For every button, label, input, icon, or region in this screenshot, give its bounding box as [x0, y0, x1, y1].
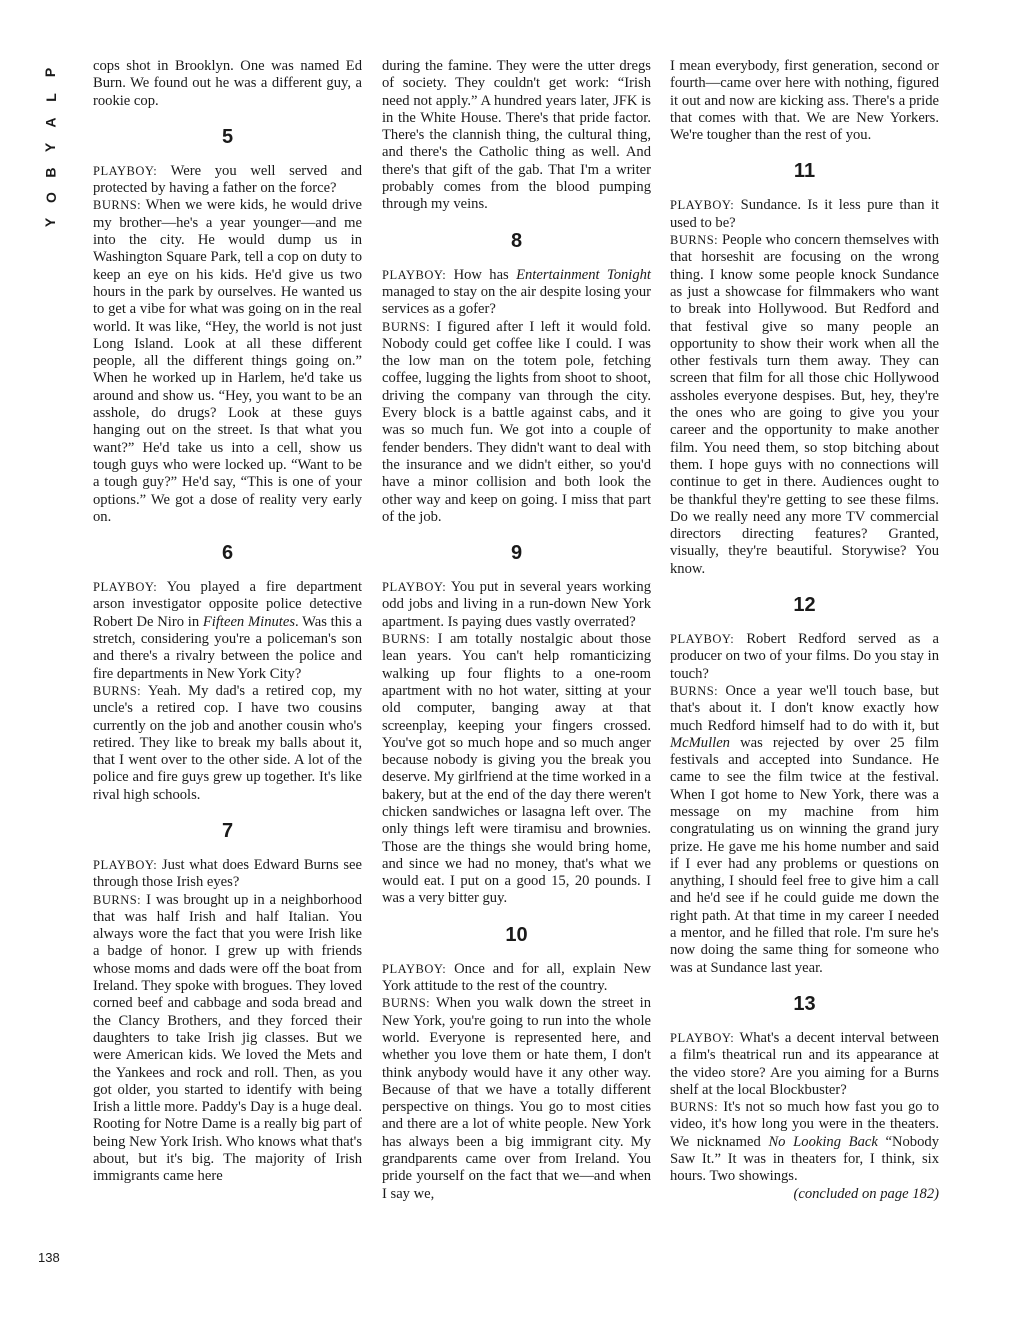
column-2 [382, 58, 651, 1203]
speaker-label: PLAYBOY: [382, 961, 447, 976]
speaker-label: BURNS: [93, 683, 142, 698]
question-number: 12 [793, 594, 816, 617]
question: PLAYBOY: How has Entertainment Tonight managed to stay on the air despite losing your services as a gofer? [382, 266, 651, 318]
film-title: No Looking Back [768, 1133, 878, 1150]
speaker-label: PLAYBOY: [93, 857, 158, 872]
answer: BURNS: Once a year we'll touch base, but that's about it. I don't know exactly how much Redford himself had to do with it, but McMullen was rejected by over 25 film festivals and accepted into Sundance. He came to see the film twice at the festival. When I got home to New York, there was a message on my machine from him congratulating us on winning the grand jury prize. He gave me his home number and said if I ever had any problems or questions on anything, I should feel free to give him a call and he'd see if he could guide me down the right path. At that time in my career I needed a mentor, and he filled that role. I'm sure he's now doing the same thing for someone who was at Sundance last year. [670, 682, 939, 976]
answer: BURNS: It's not so much how fast you go to video, it's how long you were in the theaters. We nicknamed No Looking Back “Nobody Saw It.” It was in theaters for, I think, six hours. Two showings. [670, 1099, 939, 1185]
speaker-label: BURNS: [670, 233, 719, 248]
question: PLAYBOY: Once and for all, explain New York attitude to the rest of the country. [382, 960, 651, 995]
answer: BURNS: Yeah. My dad's a retired cop, my uncle's a retired cop. I have two cousins currently on the job and another cousin who's retired. They like to break my balls about it, that I went over to the other side. A lot of the police and fire guys grew up together. It's like rival high schools. [93, 682, 362, 803]
question-number: 9 [510, 542, 523, 565]
speaker-label: PLAYBOY: [382, 580, 447, 595]
speaker-label: PLAYBOY: [93, 580, 158, 595]
film-title: McMullen [670, 734, 730, 751]
answer: BURNS: I was brought up in a neighborhood that was half Irish and half Italian. You always wore the fact that you were Irish like a badge of honor. I grew up with friends whose moms and dads were off the boat from Ireland. They spoke with brogues. They loved corned beef and cabbage and soda bread and the Clancy Brothers, and they forced their daughters to take Irish jig classes. But we were American kids. We loved the Mets and the Yankees and rock and roll. Then, as you got older, you started to identify with being Irish a little more. Paddy's Day is a huge deal. Rooting for Notre Dame is a really big part of being New York Irish. Who knows what that's about, but it's big. The majority of Irish immigrants came here [93, 891, 362, 1185]
running-head-letter: Y [42, 142, 59, 153]
speaker-label: BURNS: [670, 683, 719, 698]
question-number: 10 [505, 923, 528, 946]
speaker-label: PLAYBOY: [93, 163, 158, 178]
question: PLAYBOY: Sundance. Is it less pure than it used to be? [670, 197, 939, 231]
running-head-letter: B [42, 167, 59, 178]
speaker-label: BURNS: [670, 1100, 719, 1115]
paragraph: I mean everybody, first generation, second or fourth—came over here with nothing, figured it out and now are kicking ass. There's a pride that comes with that. We are New Yorkers. We're tougher than the rest of you. [670, 58, 939, 144]
question-number: 8 [510, 229, 523, 252]
question-number: 5 [221, 125, 234, 148]
continuation-note: (concluded on page 182) [793, 1185, 939, 1202]
running-head-letter: Y [42, 217, 59, 228]
page-number: 138 [38, 1250, 60, 1265]
answer: BURNS: When you walk down the street in New York, you're going to run into the whole world. Everyone is represented here, and whether you love them or hate them, I don't think anybody would have it any other way. Because of that we have a totally different perspective on things. You go to most cities and there are a lot of white people. New York has always been a big immigrant city. My grandparents came over from Ireland. You pride yourself on the fact that we—and when I say we, [382, 995, 651, 1202]
speaker-label: BURNS: [382, 632, 431, 647]
speaker-label: PLAYBOY: [382, 267, 447, 282]
question: PLAYBOY: You played a fire department arson investigator opposite police detective Robert De Niro in Fifteen Minutes. Was this a stretch, considering you're a policeman's son and there's a rivalry between the police and fire departments in New York City? [93, 579, 363, 682]
answer: BURNS: People who concern themselves with that horseshit are focusing on the wrong thing. I know some people knock Sundance as just a showcase for filmmakers who want to break into Hollywood. But Redford and that festival give so many people an opportunity to show their work when all the other festivals turn them away. They can screen that film for all those chic Hollywood assholes everyone despises. But, hey, they're the ones who are going to give you your career and the opportunity to make another film. You need them, so stop bitching about them. I hope guys with no connections will continue to get in there. Audiences ought to be thankful they're getting to see these films. Do we really need any more TV commercial directors directing features? Granted, visually, they're beautiful. Storywise? You know. [670, 232, 940, 577]
answer: BURNS: When we were kids, he would drive my brother—he's a year younger—and me into the city. He would dump us in Washington Square Park, tell a cop on duty to keep an eye on his kids. He'd give us two hours in the park by ourselves. He wanted us to get a vibe for what was going on in the real world. It was like, “Hey, the world is not just Long Island. Look at all these different people, all the different things going on.” When he worked up in Harlem, he'd take us around and show us. “Hey, you want to be an asshole, do drugs? Look at these guys hanging out on the street. Is that what you want?” He'd take us into a cell, show us tough guys who were locked up. “Want to be a tough guy?” He'd say, “This is one of your options.” We got a dose of reality very early on. [93, 197, 362, 525]
question: PLAYBOY: Were you well served and protected by having a father on the force? [93, 162, 362, 197]
speaker-label: PLAYBOY: [670, 198, 735, 213]
magazine-running-head [40, 60, 62, 235]
speaker-label: BURNS: [93, 892, 142, 907]
film-title: Fifteen Minutes [202, 613, 295, 630]
column-1 [93, 58, 362, 1186]
speaker-label: BURNS: [382, 996, 431, 1011]
question-number: 11 [793, 160, 816, 183]
paragraph: cops shot in Brooklyn. One was named Ed Burn. We found out he was a different guy, a rookie cop. [93, 58, 362, 109]
speaker-label: PLAYBOY: [670, 632, 735, 647]
question: PLAYBOY: You put in several years working odd jobs and living in a run-down New York apartment. Is paying dues vastly overrated? [382, 579, 651, 630]
question: PLAYBOY: Robert Redford served as a producer on two of your films. Do you stay in touch? [670, 631, 939, 682]
speaker-label: PLAYBOY: [670, 1030, 735, 1045]
answer: BURNS: I am totally nostalgic about those lean years. You can't help romanticizing walking up four flights to a one-room apartment with no hot water, sitting at your old computer, banging away at that screenplay, keeping your fingers crossed. You've got so much hope and so much anger because nobody is giving you the break you deserve. My girlfriend at the time worked in a bakery, but at the end of the day there weren't chicken sandwiches or lasagna left over. The only things left were tiramisu and brownies. Those are the things she would bring home, and since we had no money, that's what we would eat. I put on a good 15, 20 pounds. I was a very bitter guy. [382, 631, 651, 907]
question-number: 6 [221, 542, 234, 565]
question: PLAYBOY: What's a decent interval between a film's theatrical run and its appearance at the video store? Are you aiming for a Burns shelf at the local Blockbuster? [670, 1029, 939, 1098]
speaker-label: BURNS: [93, 198, 142, 213]
running-head-letter: O [42, 192, 59, 203]
paragraph: during the famine. They were the utter dregs of society. They couldn't get work: “Irish need not apply.” A hundred years later, JFK is in the White House. There's that pride factor. There's the clannish thing, the cultural thing, and there's the Catholic thing as well. And there's that gift of the gab. That I'm a writer probably comes from the blood pumping through my veins. [382, 58, 651, 213]
running-head-letter: L [42, 93, 59, 102]
column-3 [670, 58, 939, 1203]
running-head-letter: P [42, 67, 59, 78]
answer: BURNS: I figured after I left it would fold. Nobody could get coffee like I could. I was the low man on the totem pole, fetching coffee, lugging the lights from shoot to shoot, driving the company van through the city. Every block is a battle against cabs, and it was so much fun. We got into a couple of fender benders. They didn't want to deal with the insurance and we didn't either, so you'd have a minor collision and both look the other way and keep on going. I miss that part of the job. [382, 318, 652, 525]
running-head-letter: A [42, 117, 59, 128]
question-number: 7 [221, 819, 234, 842]
question-number: 13 [793, 992, 816, 1015]
speaker-label: BURNS: [382, 319, 431, 334]
question: PLAYBOY: Just what does Edward Burns see through those Irish eyes? [93, 856, 362, 891]
show-title: Entertainment Tonight [516, 266, 651, 283]
